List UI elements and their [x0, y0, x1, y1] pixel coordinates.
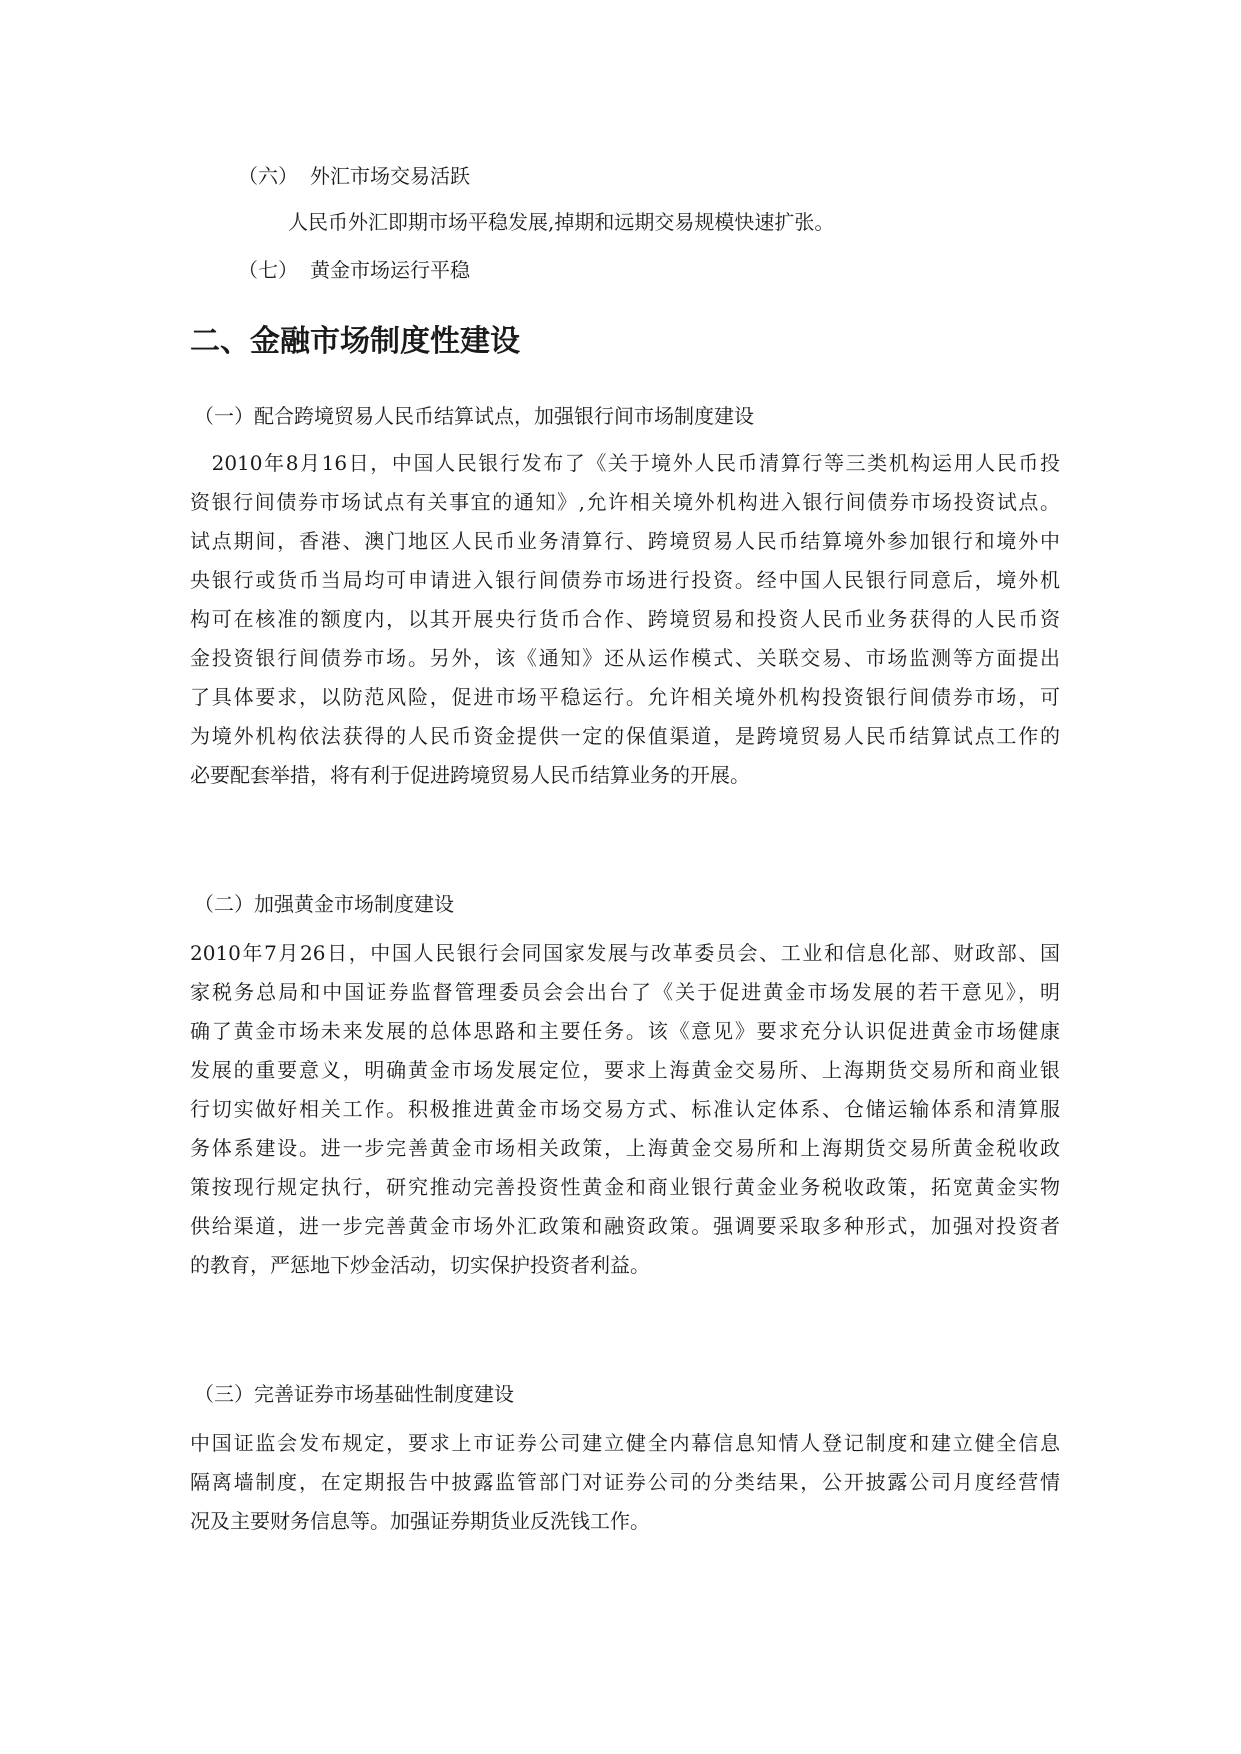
paragraph-line: 资银行间债券市场试点有关事宜的通知》,允许相关境外机构进入银行间债券市场投资试点。 — [190, 490, 1060, 514]
subsection-six — [238, 162, 470, 190]
paragraph-line: 务体系建设。进一步完善黄金市场相关政策，上海黄金交易所和上海期货交易所黄金税收政 — [190, 1136, 1060, 1160]
subsection-seven — [238, 256, 470, 284]
subsection-number: （六） — [238, 164, 298, 188]
section-heading: 二、金融市场制度性建设 — [190, 324, 520, 359]
paragraph-line: 试点期间，香港、澳门地区人民币业务清算行、跨境贸易人民币结算境外参加银行和境外中 — [190, 529, 1060, 553]
paragraph-line: 2010年8月16日，中国人民银行发布了《关于境外人民币清算行等三类机构运用人民币投 — [190, 451, 1060, 475]
paragraph-line: 中国证监会发布规定，要求上市证券公司建立健全内幕信息知情人登记制度和建立健全信息 — [190, 1431, 1060, 1455]
paragraph-line: 发展的重要意义，明确黄金市场发展定位，要求上海黄金交易所、上海期货交易所和商业银 — [190, 1058, 1060, 1082]
subsection-title: 黄金市场运行平稳 — [310, 258, 470, 282]
subsection-six-body: 人民币外汇即期市场平稳发展,掉期和远期交易规模快速扩张。 — [288, 210, 835, 234]
paragraph-line: 了具体要求，以防范风险，促进市场平稳运行。允许相关境外机构投资银行间债券市场，可 — [190, 685, 1060, 709]
paragraph-line: 况及主要财务信息等。加强证券期货业反洗钱工作。 — [190, 1509, 650, 1533]
paragraph-line: 为境外机构依法获得的人民币资金提供一定的保值渠道，是跨境贸易人民币结算试点工作的 — [190, 724, 1060, 748]
section-2-title: （二）加强黄金市场制度建设 — [194, 892, 454, 916]
paragraph-line: 家税务总局和中国证券监督管理委员会会出台了《关于促进黄金市场发展的若干意见》，明 — [190, 980, 1060, 1004]
paragraph-line: 供给渠道，进一步完善黄金市场外汇政策和融资政策。强调要采取多种形式，加强对投资者 — [190, 1214, 1060, 1238]
paragraph-line: 2010年7月26日，中国人民银行会同国家发展与改革委员会、工业和信息化部、财政部、国 — [190, 941, 1060, 965]
section-1-paragraph — [190, 444, 1060, 795]
paragraph-line: 的教育，严惩地下炒金活动，切实保护投资者利益。 — [190, 1253, 650, 1277]
paragraph-line: 确了黄金市场未来发展的总体思路和主要任务。该《意见》要求充分认识促进黄金市场健康 — [190, 1019, 1060, 1043]
paragraph-line: 构可在核准的额度内，以其开展央行货币合作、跨境贸易和投资人民币业务获得的人民币资 — [190, 607, 1060, 631]
paragraph-line: 行切实做好相关工作。积极推进黄金市场交易方式、标准认定体系、仓储运输体系和清算服 — [190, 1097, 1060, 1121]
paragraph-line: 策按现行规定执行，研究推动完善投资性黄金和商业银行黄金业务税收政策，拓宽黄金实物 — [190, 1175, 1060, 1199]
section-1-title: （一）配合跨境贸易人民币结算试点，加强银行间市场制度建设 — [194, 404, 754, 428]
section-3-paragraph — [190, 1424, 1060, 1541]
paragraph-line: 必要配套举措，将有利于促进跨境贸易人民币结算业务的开展。 — [190, 763, 750, 787]
section-3-title: （三）完善证券市场基础性制度建设 — [194, 1382, 514, 1406]
paragraph-line: 隔离墙制度，在定期报告中披露监管部门对证券公司的分类结果，公开披露公司月度经营情 — [190, 1470, 1060, 1494]
subsection-title: 外汇市场交易活跃 — [310, 164, 470, 188]
section-2-paragraph — [190, 934, 1060, 1285]
paragraph-line: 金投资银行间债券市场。另外，该《通知》还从运作模式、关联交易、市场监测等方面提出 — [190, 646, 1060, 670]
paragraph-line: 央银行或货币当局均可申请进入银行间债券市场进行投资。经中国人民银行同意后，境外机 — [190, 568, 1060, 592]
subsection-number: （七） — [238, 258, 298, 282]
